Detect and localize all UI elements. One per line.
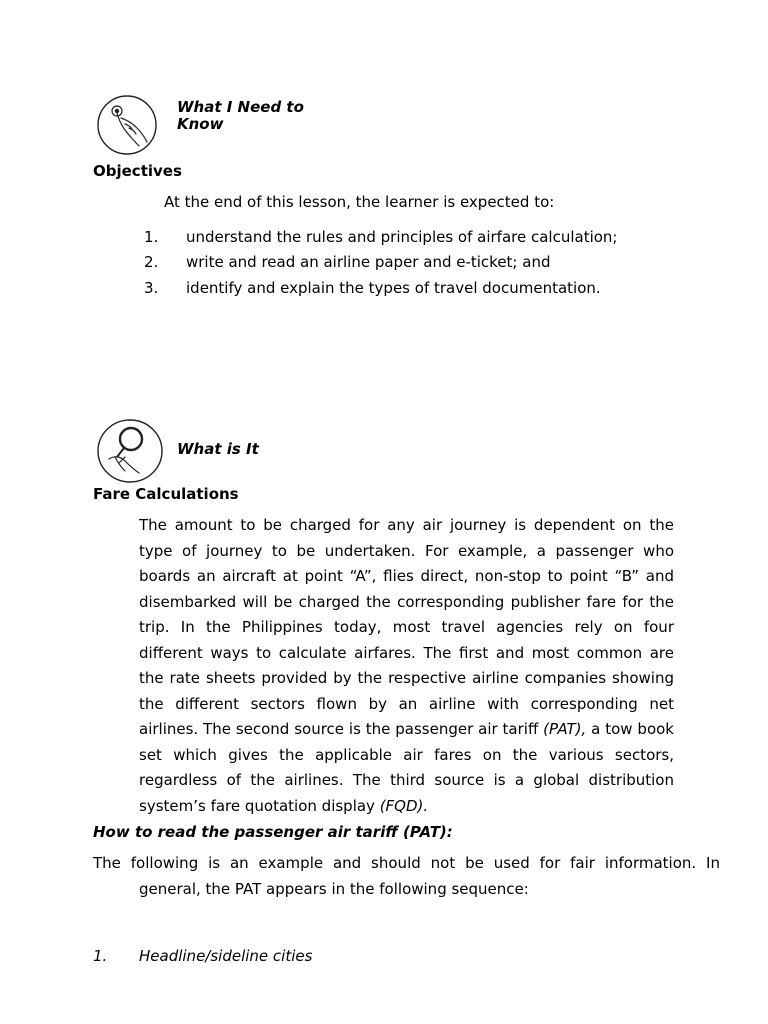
list-item: 3. identify and explain the types of travel documentation. <box>144 278 601 297</box>
objectives-intro: At the end of this lesson, the learner is expected to: <box>164 193 555 211</box>
list-item: 1. understand the rules and principles of airfare calculation; <box>144 228 618 246</box>
pointing-hand-icon <box>95 94 159 156</box>
fare-calculations-paragraph: The amount to be charged for any air journey is dependent on the type of journey to be undertaken. For example, a passenger who boards an aircraft at point “A”, flies direct, non-stop to point “B” and disembarked will be charged the corresponding publisher fare for the trip. In the Philippines today, most travel agencies rely on four different ways to calculate airfares. The first and most common are the rate sheets provided by the respective airline companies showing the different sectors flown by an airline with corresponding net airlines. The second source is the passenger air tariff (PAT), a tow book set which gives the applicable air fares on the various sectors, regardless of the airlines. The third source is a global distribution system’s fare quotation display (FQD). <box>139 516 674 815</box>
pat-subheading: How to read the passenger air tariff (PAT): <box>93 823 453 841</box>
objectives-list <box>144 226 617 302</box>
magnifying-glass-icon <box>95 417 167 485</box>
objectives-heading: Objectives <box>93 162 182 180</box>
section-title-what-is-it: What is It <box>177 440 259 458</box>
pat-intro-paragraph: The following is an example and should not be used for fair information. In general, the PAT appears in the following sequence: <box>93 854 720 898</box>
list-item: 1. Headline/sideline cities <box>93 947 313 965</box>
fare-calculations-heading: Fare Calculations <box>93 485 239 503</box>
section-title-what-i-need-to-know: What I Need to Know <box>177 98 304 133</box>
list-item: 2. write and read an airline paper and e-ticket; and <box>144 253 551 272</box>
